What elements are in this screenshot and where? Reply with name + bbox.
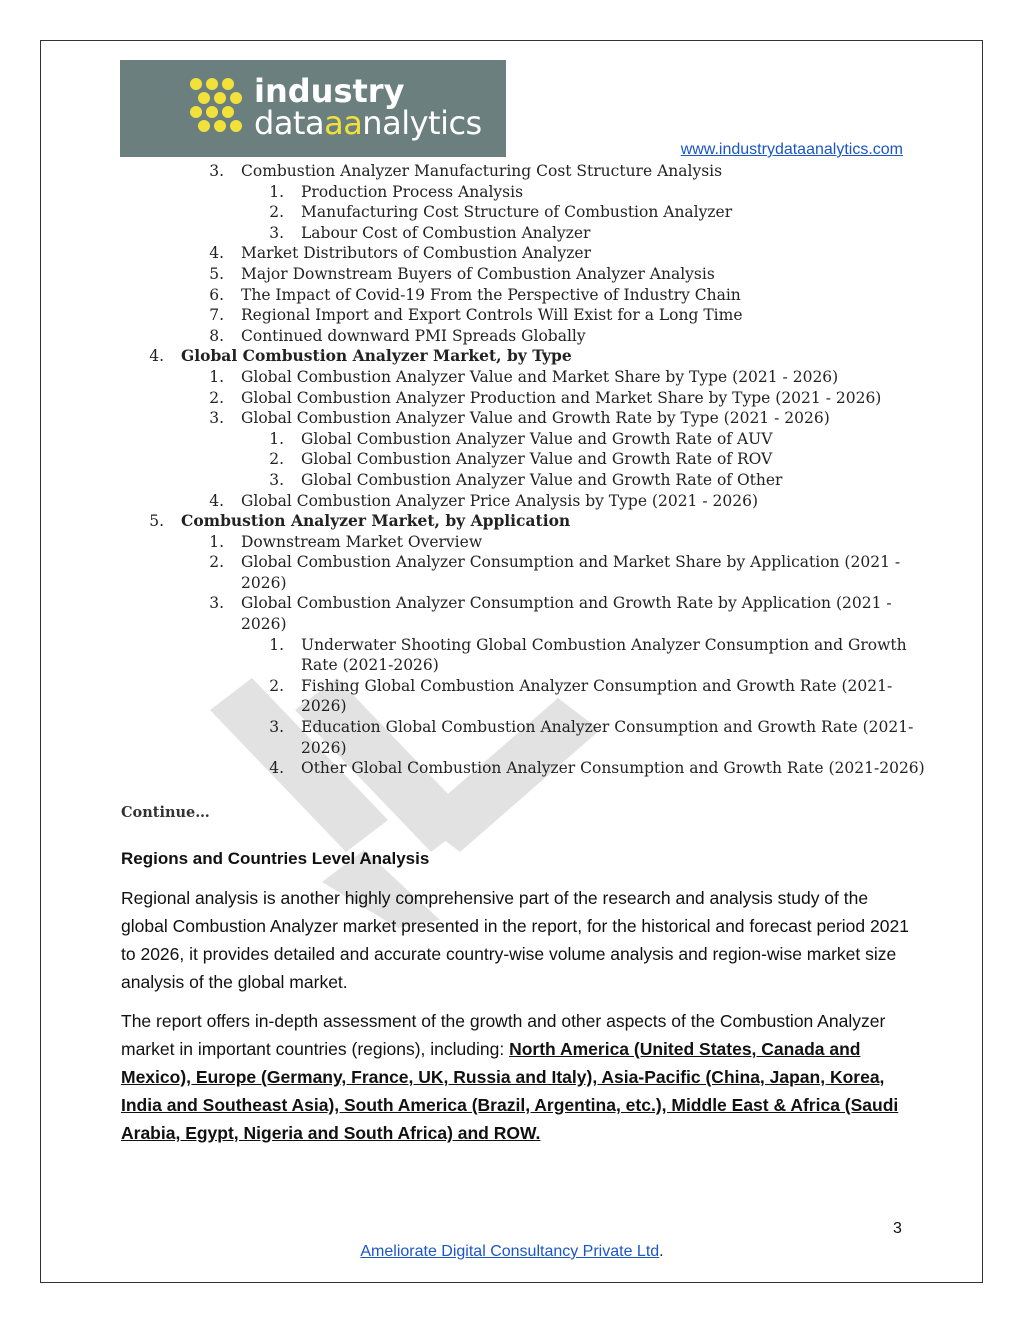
toc-item-number: 2. bbox=[209, 388, 224, 407]
footer bbox=[0, 1243, 1024, 1261]
toc-item-number: 5. bbox=[209, 264, 224, 283]
toc-item-number: 1. bbox=[209, 367, 224, 386]
toc-item-number: 3. bbox=[209, 594, 224, 613]
toc-item-text: 2026) bbox=[241, 573, 287, 592]
paragraph-report-offers bbox=[121, 1007, 911, 1147]
toc-item-number: 2. bbox=[209, 553, 224, 572]
toc-item-number: 4. bbox=[269, 759, 284, 778]
toc-item-text: Combustion Analyzer Market, by Application bbox=[181, 511, 571, 531]
page-number: 3 bbox=[893, 1220, 902, 1237]
paragraph-regional-analysis: Regional analysis is another highly comprehensive part of the research and analysis study of the global Combustion Analyzer market presented in the report, for the historical and forecast period 2021 to 2026, it provides detailed and accurate country-wise volume analysis and region-wise market size analysis of the global market. bbox=[121, 888, 909, 992]
toc-item bbox=[0, 346, 1024, 367]
toc-item-text: Global Combustion Analyzer Value and Growth Rate of ROV bbox=[301, 450, 773, 469]
toc-item-text: Global Combustion Analyzer Value and Growth Rate of AUV bbox=[301, 429, 773, 448]
toc-item bbox=[0, 367, 1024, 388]
toc-item-text: Continued downward PMI Spreads Globally bbox=[241, 326, 586, 345]
toc-item-text: Rate (2021-2026) bbox=[301, 656, 439, 675]
toc-item bbox=[0, 491, 1024, 512]
regions-list: North America (United States, Canada and Mexico), Europe (Germany, France, UK, Russia and Italy), Asia-Pacific (China, Japan, Korea, India and Southeast Asia), South America (Brazil, Argentina, etc.), Middle East & Africa (Saudi Arabia, Egypt, Nigeria and South Africa) and ROW. bbox=[121, 1039, 899, 1143]
toc-item-number: 7. bbox=[209, 306, 224, 325]
toc-item bbox=[0, 593, 1024, 614]
toc-item-text: Combustion Analyzer Manufacturing Cost Structure Analysis bbox=[241, 162, 723, 180]
footer-trailing: . bbox=[659, 1243, 664, 1260]
toc-item bbox=[0, 285, 1024, 306]
toc-item bbox=[0, 635, 1024, 656]
paragraph-intro: The report offers in-depth assessment of the growth and other aspects of the Combustion Analyzer market in important countries (regions), including: bbox=[121, 1011, 886, 1059]
toc-item-text: Underwater Shooting Global Combustion Analyzer Consumption and Growth bbox=[301, 635, 907, 654]
toc-item-text: Global Combustion Analyzer Value and Market Share by Type (2021 - 2026) bbox=[241, 367, 839, 386]
toc-item-number: 2. bbox=[269, 450, 284, 469]
toc-item bbox=[0, 408, 1024, 429]
toc-item-text: Global Combustion Analyzer Production and Market Share by Type (2021 - 2026) bbox=[241, 388, 882, 407]
toc-item bbox=[0, 243, 1024, 264]
toc-item-number: 1. bbox=[209, 532, 224, 551]
toc-item-number: 4. bbox=[149, 347, 164, 366]
toc-item bbox=[0, 161, 1024, 182]
toc-item bbox=[0, 264, 1024, 285]
toc-item-number: 4. bbox=[209, 244, 224, 263]
toc-item-text: Production Process Analysis bbox=[301, 182, 524, 201]
logo-word-industry: industry bbox=[254, 72, 405, 110]
toc-item-text: The Impact of Covid-19 From the Perspective of Industry Chain bbox=[241, 285, 741, 304]
section-heading: Regions and Countries Level Analysis bbox=[121, 849, 430, 868]
toc-item bbox=[0, 717, 1024, 738]
toc-item bbox=[0, 470, 1024, 491]
toc-item bbox=[0, 552, 1024, 573]
toc-item bbox=[0, 655, 1024, 676]
toc-item bbox=[0, 223, 1024, 244]
logo-dots-icon bbox=[188, 76, 244, 134]
toc-item-number: 6. bbox=[209, 285, 224, 304]
toc-item-text: Global Combustion Analyzer Consumption and Growth Rate by Application (2021 - bbox=[241, 594, 892, 613]
website-link[interactable]: www.industrydataanalytics.com bbox=[680, 141, 903, 158]
toc-item bbox=[0, 429, 1024, 450]
toc-item-number: 1. bbox=[269, 635, 284, 654]
toc-item-text: Downstream Market Overview bbox=[241, 532, 483, 551]
toc-item-text: 2026) bbox=[301, 697, 347, 716]
toc-item bbox=[0, 738, 1024, 759]
toc-item bbox=[0, 511, 1024, 532]
toc-item bbox=[0, 182, 1024, 203]
toc-item-text: Education Global Combustion Analyzer Consumption and Growth Rate (2021- bbox=[301, 718, 914, 737]
toc-item-number: 3. bbox=[209, 409, 224, 428]
toc-item bbox=[0, 696, 1024, 717]
table-of-contents bbox=[0, 161, 1024, 779]
company-logo bbox=[120, 60, 506, 157]
toc-item-text: Manufacturing Cost Structure of Combustion Analyzer bbox=[301, 203, 733, 222]
toc-item bbox=[0, 326, 1024, 347]
toc-item-text: 2026) bbox=[301, 738, 347, 757]
toc-item-text: Major Downstream Buyers of Combustion Analyzer Analysis bbox=[241, 264, 715, 283]
logo-word-dataanalytics: dataaanalytics bbox=[254, 104, 482, 142]
toc-item-text: Labour Cost of Combustion Analyzer bbox=[301, 223, 591, 242]
toc-item-text: Global Combustion Analyzer Price Analysis by Type (2021 - 2026) bbox=[241, 491, 759, 510]
toc-item-number: 5. bbox=[149, 512, 164, 531]
toc-item-number: 3. bbox=[269, 718, 284, 737]
toc-item-text: Other Global Combustion Analyzer Consumption and Growth Rate (2021-2026) bbox=[301, 759, 925, 778]
toc-item-text: Global Combustion Analyzer Value and Growth Rate by Type (2021 - 2026) bbox=[241, 409, 830, 428]
toc-item bbox=[0, 614, 1024, 635]
toc-item-text: Fishing Global Combustion Analyzer Consumption and Growth Rate (2021- bbox=[301, 676, 893, 695]
toc-item-number: 3. bbox=[209, 162, 224, 180]
toc-item-text: Market Distributors of Combustion Analyzer bbox=[241, 244, 591, 263]
toc-item-text: Regional Import and Export Controls Will Exist for a Long Time bbox=[241, 306, 743, 325]
toc-item-text: Global Combustion Analyzer Market, by Type bbox=[181, 346, 572, 366]
toc-item-number: 1. bbox=[269, 429, 284, 448]
toc-item bbox=[0, 202, 1024, 223]
toc-item-number: 3. bbox=[269, 223, 284, 242]
toc-item-number: 8. bbox=[209, 326, 224, 345]
toc-item-number: 1. bbox=[269, 182, 284, 201]
toc-item-text: Global Combustion Analyzer Value and Growth Rate of Other bbox=[301, 470, 783, 489]
toc-item-number: 2. bbox=[269, 676, 284, 695]
toc-item bbox=[0, 532, 1024, 553]
toc-item-text: 2026) bbox=[241, 615, 287, 634]
toc-item-text: Global Combustion Analyzer Consumption and Market Share by Application (2021 - bbox=[241, 553, 901, 572]
toc-item-number: 4. bbox=[209, 491, 224, 510]
toc-item bbox=[0, 758, 1024, 779]
toc-item bbox=[0, 676, 1024, 697]
toc-item bbox=[0, 573, 1024, 594]
toc-item-number: 3. bbox=[269, 470, 284, 489]
company-link[interactable]: Ameliorate Digital Consultancy Private Ltd bbox=[360, 1243, 660, 1260]
continue-label: Continue… bbox=[121, 804, 210, 821]
toc-item bbox=[0, 388, 1024, 409]
toc-item-number: 2. bbox=[269, 203, 284, 222]
toc-item bbox=[0, 449, 1024, 470]
toc-item bbox=[0, 305, 1024, 326]
